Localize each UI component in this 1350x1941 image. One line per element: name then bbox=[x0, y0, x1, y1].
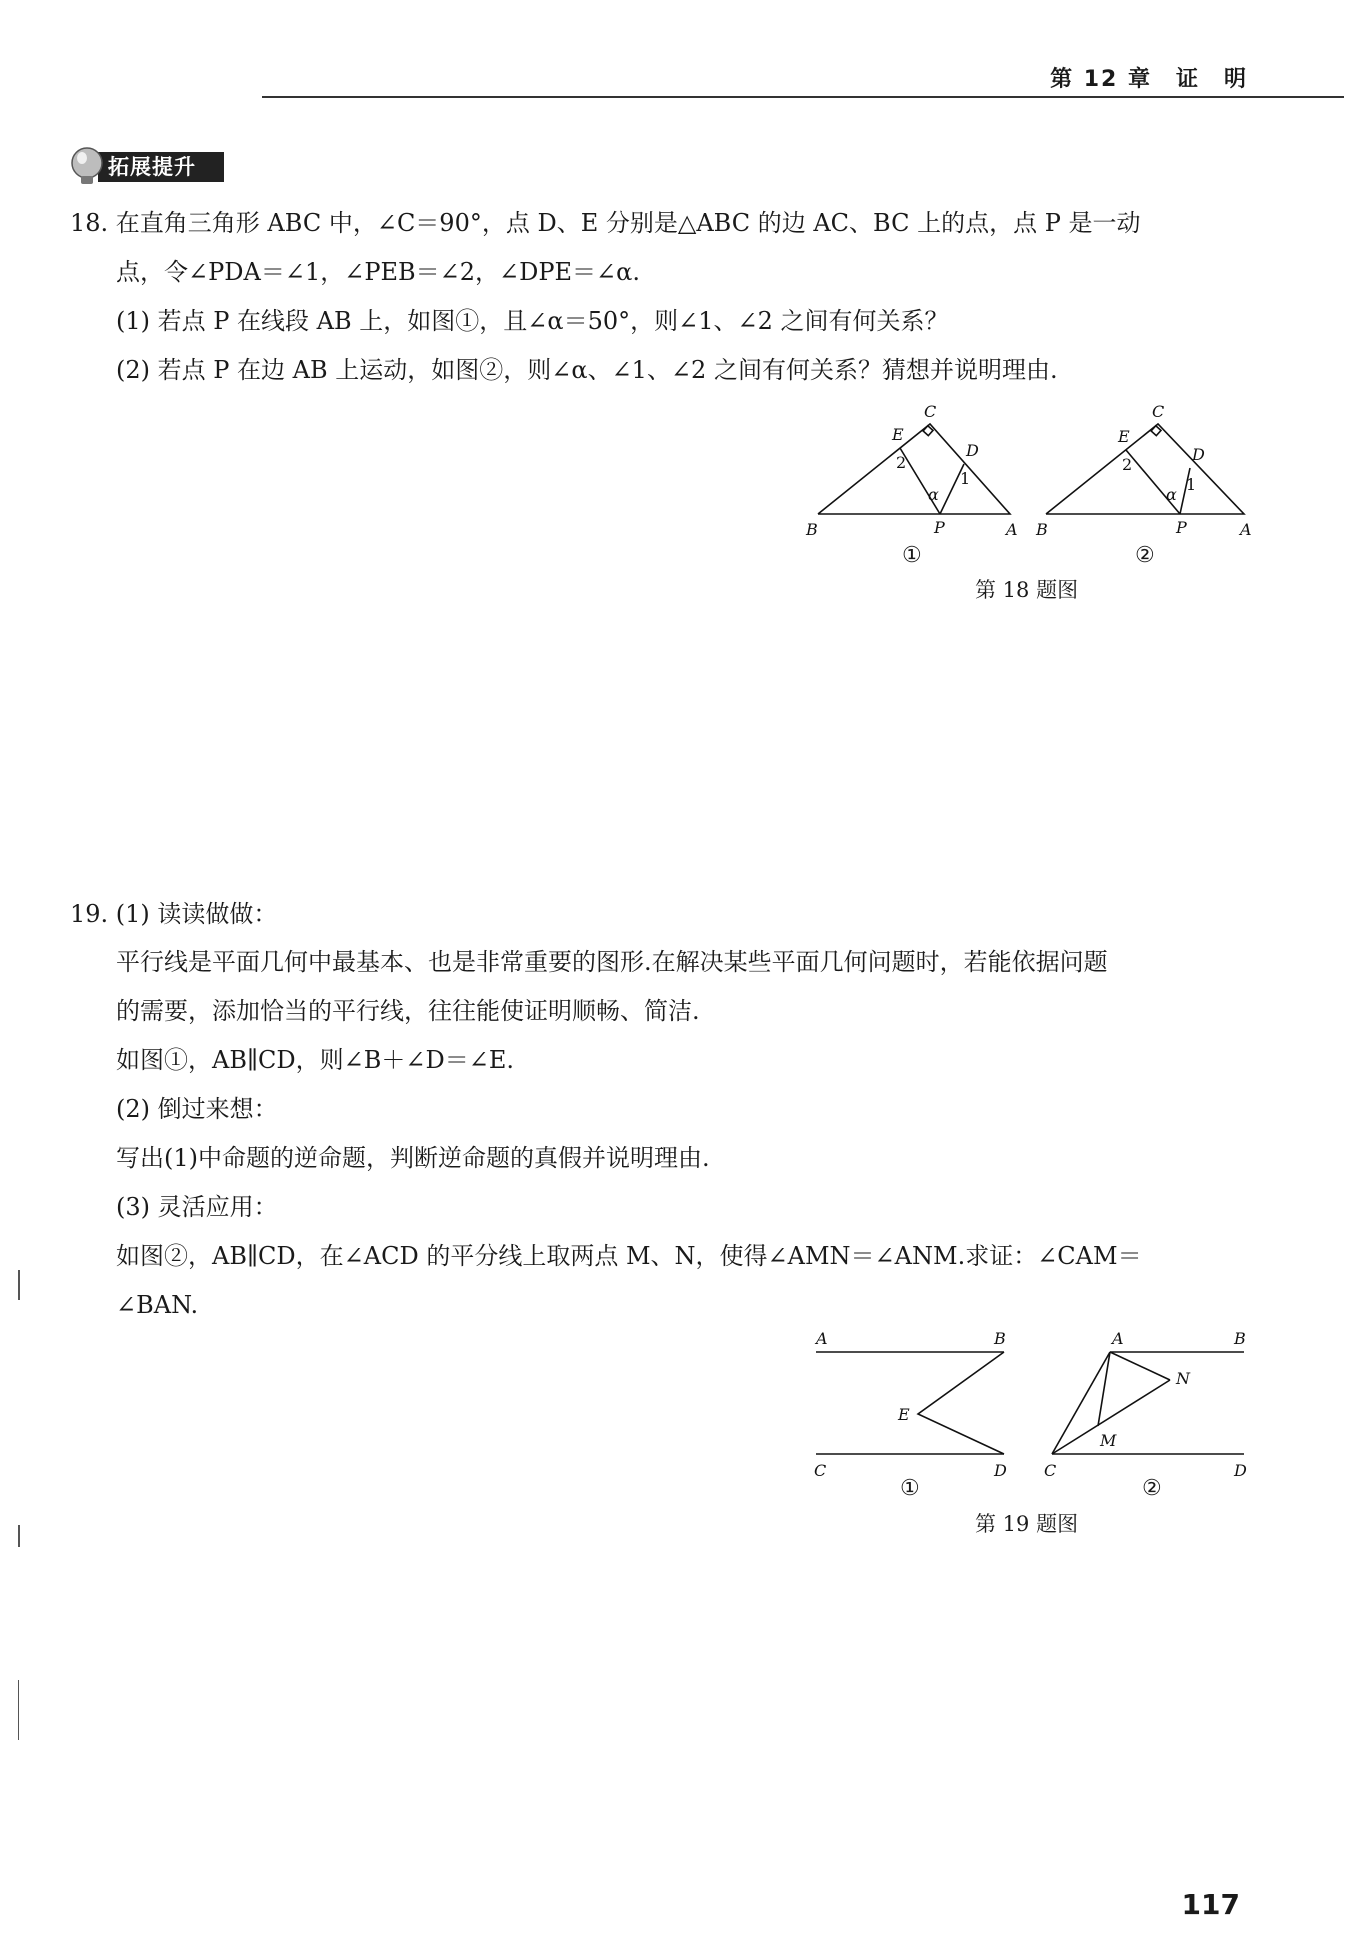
q19-text6: ∠BAN. bbox=[116, 1291, 199, 1319]
q18-triangle-1 bbox=[818, 424, 1010, 514]
q19-subfig-1: ① bbox=[900, 1476, 920, 1501]
fig18b-label-e: E bbox=[1118, 427, 1130, 446]
page-number: 117 bbox=[1181, 1888, 1240, 1921]
q19-title: 19. (1) 读读做做： bbox=[70, 900, 278, 928]
scan-edge-mark bbox=[18, 1270, 20, 1300]
q19-figure bbox=[800, 1320, 1260, 1490]
fig18b-angle-2: 2 bbox=[1122, 455, 1133, 474]
fig19b-label-n: N bbox=[1176, 1369, 1190, 1388]
q18-part1: (1) 若点 P 在线段 AB 上，如图①，且∠α＝50°，则∠1、∠2 之间有何关系？ bbox=[116, 307, 949, 335]
header-rule bbox=[262, 96, 1344, 98]
fig19a-label-a: A bbox=[816, 1329, 828, 1348]
fig19b-label-b: B bbox=[1234, 1329, 1246, 1348]
q19-subfig-2: ② bbox=[1142, 1476, 1162, 1501]
section-badge-label: 拓展提升 bbox=[98, 152, 224, 182]
fig19b-label-a: A bbox=[1112, 1329, 1124, 1348]
section-badge bbox=[66, 146, 226, 188]
fig18b-label-p: P bbox=[1176, 518, 1187, 537]
q19-part3: (3) 灵活应用： bbox=[116, 1193, 278, 1221]
q19-text4: 写出(1)中命题的逆命题，判断逆命题的真假并说明理由. bbox=[116, 1144, 710, 1172]
q19-figure-1 bbox=[816, 1352, 1004, 1454]
fig19a-label-d: D bbox=[994, 1461, 1007, 1480]
q19-part2: (2) 倒过来想： bbox=[116, 1095, 278, 1123]
fig18b-label-a: A bbox=[1240, 520, 1252, 539]
fig19b-label-d: D bbox=[1234, 1461, 1247, 1480]
q19-text5: 如图②，AB∥CD，在∠ACD 的平分线上取两点 M、N，使得∠AMN＝∠ANM.求证：∠CAM＝ bbox=[116, 1242, 1142, 1270]
fig18b-label-b: B bbox=[1036, 520, 1048, 539]
fig18b-label-d: D bbox=[1192, 445, 1205, 464]
fig18b-angle-alpha: α bbox=[1166, 485, 1177, 504]
q19-text2: 的需要，添加恰当的平行线，往往能使证明顺畅、简洁. bbox=[116, 997, 700, 1025]
fig18b-label-c: C bbox=[1152, 402, 1165, 421]
q19-text3: 如图①，AB∥CD，则∠B＋∠D＝∠E. bbox=[116, 1046, 515, 1074]
fig18a-angle-1: 1 bbox=[960, 469, 971, 488]
q19-figure-2 bbox=[1052, 1352, 1244, 1454]
q18-line1: 18. 在直角三角形 ABC 中，∠C＝90°，点 D、E 分别是△ABC 的边 AC、BC 上的点，点 P 是一动 bbox=[70, 209, 1141, 237]
q18-subfig-1: ① bbox=[902, 543, 922, 568]
fig18a-label-b: B bbox=[806, 520, 818, 539]
fig18a-angle-alpha: α bbox=[928, 485, 939, 504]
q19-caption: 第 19 题图 bbox=[975, 1512, 1079, 1536]
lightbulb-icon bbox=[66, 146, 108, 188]
q18-figure bbox=[800, 400, 1260, 570]
fig19a-label-e: E bbox=[898, 1405, 910, 1424]
q18-subfig-2: ② bbox=[1135, 543, 1155, 568]
fig18b-angle-1: 1 bbox=[1186, 475, 1197, 494]
scan-edge-mark bbox=[18, 1525, 20, 1547]
q18-triangle-2 bbox=[1046, 424, 1244, 514]
fig19a-label-b: B bbox=[994, 1329, 1006, 1348]
scan-edge-mark bbox=[18, 1680, 19, 1740]
fig18a-label-c: C bbox=[924, 402, 937, 421]
q18-line2: 点，令∠PDA＝∠1，∠PEB＝∠2，∠DPE＝∠α. bbox=[116, 258, 640, 286]
q18-part2: (2) 若点 P 在边 AB 上运动，如图②，则∠α、∠1、∠2 之间有何关系？猜想并说明理由. bbox=[116, 356, 1058, 384]
fig18a-label-d: D bbox=[966, 441, 979, 460]
q19-text1: 平行线是平面几何中最基本、也是非常重要的图形.在解决某些平面几何问题时，若能依据问题 bbox=[116, 948, 1108, 976]
fig18a-angle-2: 2 bbox=[896, 453, 907, 472]
fig18a-label-e: E bbox=[892, 425, 904, 444]
fig19b-label-c: C bbox=[1044, 1461, 1057, 1480]
fig19a-label-c: C bbox=[814, 1461, 827, 1480]
q18-caption: 第 18 题图 bbox=[975, 578, 1079, 602]
fig19b-label-m: M bbox=[1100, 1431, 1117, 1450]
fig18a-label-p: P bbox=[934, 518, 945, 537]
fig18a-label-a: A bbox=[1006, 520, 1018, 539]
chapter-header: 第 12 章 证 明 bbox=[1050, 67, 1248, 92]
